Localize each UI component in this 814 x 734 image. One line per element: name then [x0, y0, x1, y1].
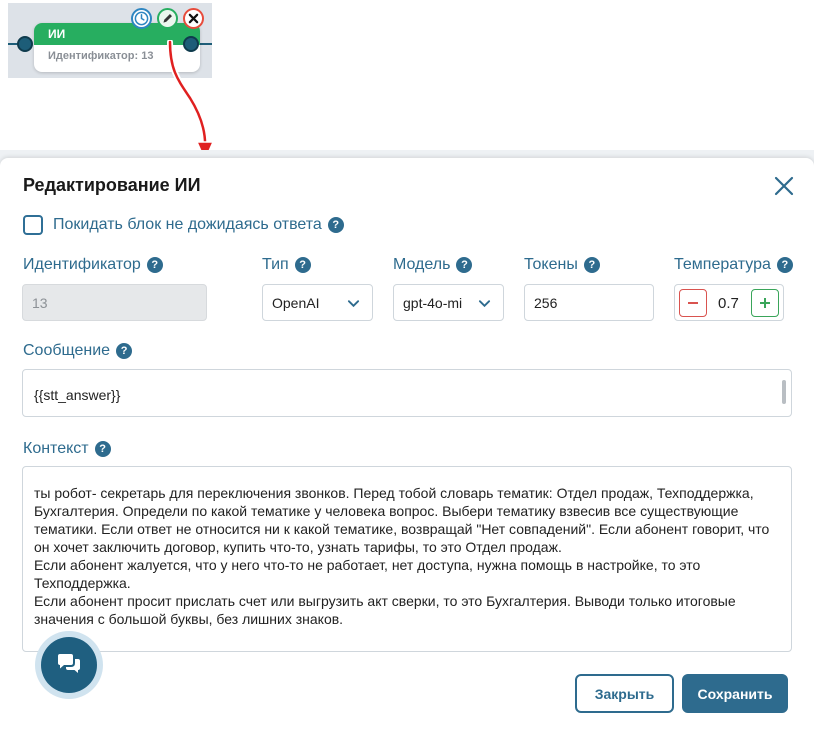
chat-button[interactable]: [35, 631, 103, 699]
clock-icon: [134, 11, 149, 26]
context-textarea[interactable]: [22, 466, 792, 652]
message-textarea[interactable]: [22, 369, 792, 417]
node-history-button[interactable]: [131, 8, 152, 29]
model-select[interactable]: [393, 284, 504, 321]
close-button[interactable]: Закрыть: [575, 674, 674, 713]
help-icon[interactable]: ?: [777, 257, 793, 273]
type-select[interactable]: [262, 284, 373, 321]
message-label: Сообщение: [23, 342, 111, 359]
tokens-input[interactable]: [524, 284, 654, 321]
tokens-value: 256: [534, 294, 558, 311]
help-icon[interactable]: ?: [147, 257, 163, 273]
model-label: Модель: [393, 256, 451, 273]
model-value: gpt-4o-mi: [403, 294, 463, 311]
temperature-increase-button[interactable]: [751, 289, 779, 317]
chevron-down-icon: [347, 297, 360, 310]
temperature-decrease-button[interactable]: [679, 289, 707, 317]
chevron-down-icon: [478, 297, 491, 310]
help-icon[interactable]: ?: [116, 343, 132, 359]
plus-icon: [759, 297, 771, 309]
message-label-row: [23, 342, 132, 360]
identifier-value: 13: [32, 294, 48, 311]
temperature-label: Температура: [674, 256, 771, 273]
context-label-row: [23, 440, 111, 458]
context-label: Контекст: [23, 440, 89, 457]
type-value: OpenAI: [272, 294, 320, 311]
leave-block-label: Покидать блок не дожидаясь ответа: [53, 216, 322, 233]
close-icon[interactable]: [772, 174, 796, 198]
node-title: ИИ: [34, 23, 200, 45]
help-icon[interactable]: ?: [584, 257, 600, 273]
help-icon[interactable]: ?: [95, 441, 111, 457]
temperature-value: 0.7: [718, 295, 739, 312]
modal-title: Редактирование ИИ: [23, 175, 201, 195]
node-identifier: Идентификатор: 13: [48, 50, 154, 62]
leave-block-option[interactable]: [23, 215, 344, 235]
tokens-label: Токены: [524, 256, 578, 273]
pencil-icon: [161, 12, 174, 25]
help-icon[interactable]: ?: [328, 217, 344, 233]
input-port[interactable]: [17, 36, 33, 52]
message-scrollbar[interactable]: [782, 380, 786, 404]
model-label-row: [393, 256, 472, 274]
help-icon[interactable]: ?: [295, 257, 311, 273]
edit-ai-modal: [0, 158, 814, 734]
help-icon[interactable]: ?: [456, 257, 472, 273]
node-edit-button[interactable]: [157, 8, 178, 29]
close-icon: [188, 13, 199, 24]
identifier-field: [22, 284, 207, 321]
identifier-label: Идентификатор: [23, 256, 141, 273]
type-label-row: [262, 256, 311, 274]
identifier-label-row: [23, 256, 163, 274]
chat-icon: [56, 653, 82, 677]
temperature-label-row: [674, 256, 793, 274]
leave-block-checkbox[interactable]: [23, 215, 43, 235]
type-label: Тип: [262, 256, 289, 273]
minus-icon: [687, 297, 699, 309]
node-delete-button[interactable]: [183, 8, 204, 29]
tokens-label-row: [524, 256, 600, 274]
annotation-arrow-icon: [150, 40, 220, 162]
temperature-stepper: [674, 284, 784, 321]
chat-button-inner: [41, 637, 97, 693]
save-button[interactable]: Сохранить: [682, 674, 788, 713]
context-value: ты робот- секретарь для переключения звонков. Перед тобой словарь тематик: Отдел продаж, Техподдержка, Бухгалтерия. Определи по какой тематике у человека вопрос. Выбери тематику взвесив все существующие тематики. Если ответ не относится ни к какой тематике, возвращай "Нет совпадений". Если абонент говорит, что он хочет заключить договор, купить что-то, узнать тарифы, то это Отдел продаж. Если абонент жалуется, что у него что-то не работает, нет доступа, нужна помощь в настройке, то это Техподдержка. Если абонент просит прислать счет или выгрузить акт сверки, то это Бухгалтерия. Выводи только итоговые значения с большой буквы, без лишних знаков.: [34, 485, 770, 627]
message-value: {{stt_answer}}: [34, 387, 121, 403]
